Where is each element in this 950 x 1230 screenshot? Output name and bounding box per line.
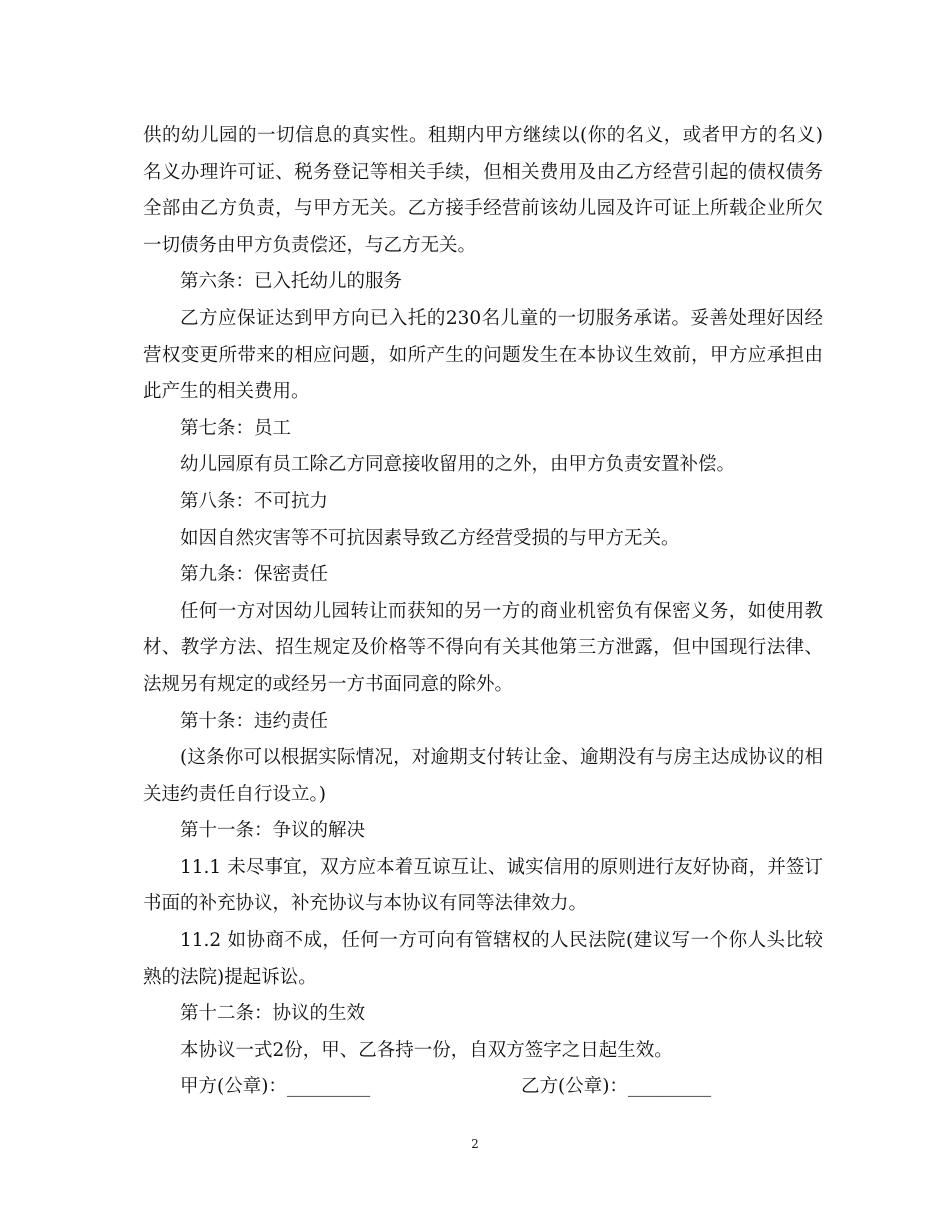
paragraph-continuation: 供的幼儿园的一切信息的真实性。租期内甲方继续以(你的名义，或者甲方的名义)名义办理许可证、税务登记等相关手续，但相关费用及由乙方经营引起的债权债务全部由乙方负责，与甲方无关。乙方接手经营前该幼儿园及许可证上所载企业所欠一切债务由甲方负责偿还，与乙方无关。 — [143, 125, 823, 256]
article-6-body: 乙方应保证达到甲方向已入托的230名儿童的一切服务承诺。妥善处理好因经营权变更所带来的相应问题，如所产生的问题发生在本协议生效前，甲方应承担由此产生的相关费用。 — [143, 307, 823, 403]
page-number: 2 — [471, 1137, 479, 1151]
article-11-clause-2: 11.2 如协商不成，任何一方可向有管辖权的人民法院(建议写一个你人头比较熟的法院)提起诉讼。 — [143, 930, 823, 988]
document-body — [143, 118, 823, 1106]
article-9-heading: 第九条：保密责任 — [180, 564, 329, 586]
party-b-signature: 乙方(公章)：_________ — [521, 1076, 712, 1098]
article-6-heading: 第六条：已入托幼儿的服务 — [180, 271, 403, 293]
article-12-body: 本协议一式2份，甲、乙各持一份，自双方签字之日起生效。 — [180, 1039, 673, 1061]
party-a-signature: 甲方(公章)：_________ — [180, 1076, 371, 1098]
article-7-heading: 第七条：员工 — [180, 417, 292, 439]
article-10-body: (这条你可以根据实际情况，对逾期支付转让金、逾期没有与房主达成协议的相关违约责任自行设立。) — [143, 747, 823, 805]
article-11-clause-1: 11.1 未尽事宜，双方应本着互谅互让、诚实信用的原则进行友好协商，并签订书面的补充协议，补充协议与本协议有同等法律效力。 — [143, 856, 823, 915]
article-9-body: 任何一方对因幼儿园转让而获知的另一方的商业机密负有保密义务，如使用教材、教学方法、招生规定及价格等不得向有关其他第三方泄露，但中国现行法律、法规另有规定的或经另一方书面同意的除外。 — [143, 600, 823, 695]
article-7-body: 幼儿园原有员工除乙方同意接收留用的之外，由甲方负责安置补偿。 — [180, 454, 736, 476]
article-10-heading: 第十条：违约责任 — [180, 710, 329, 732]
article-8-body: 如因自然灾害等不可抗因素导致乙方经营受损的与甲方无关。 — [180, 527, 680, 549]
article-12-heading: 第十二条：协议的生效 — [180, 1003, 366, 1025]
signature-row — [143, 1069, 823, 1106]
article-8-heading: 第八条：不可抗力 — [180, 490, 329, 512]
article-11-heading: 第十一条：争议的解决 — [180, 820, 366, 842]
